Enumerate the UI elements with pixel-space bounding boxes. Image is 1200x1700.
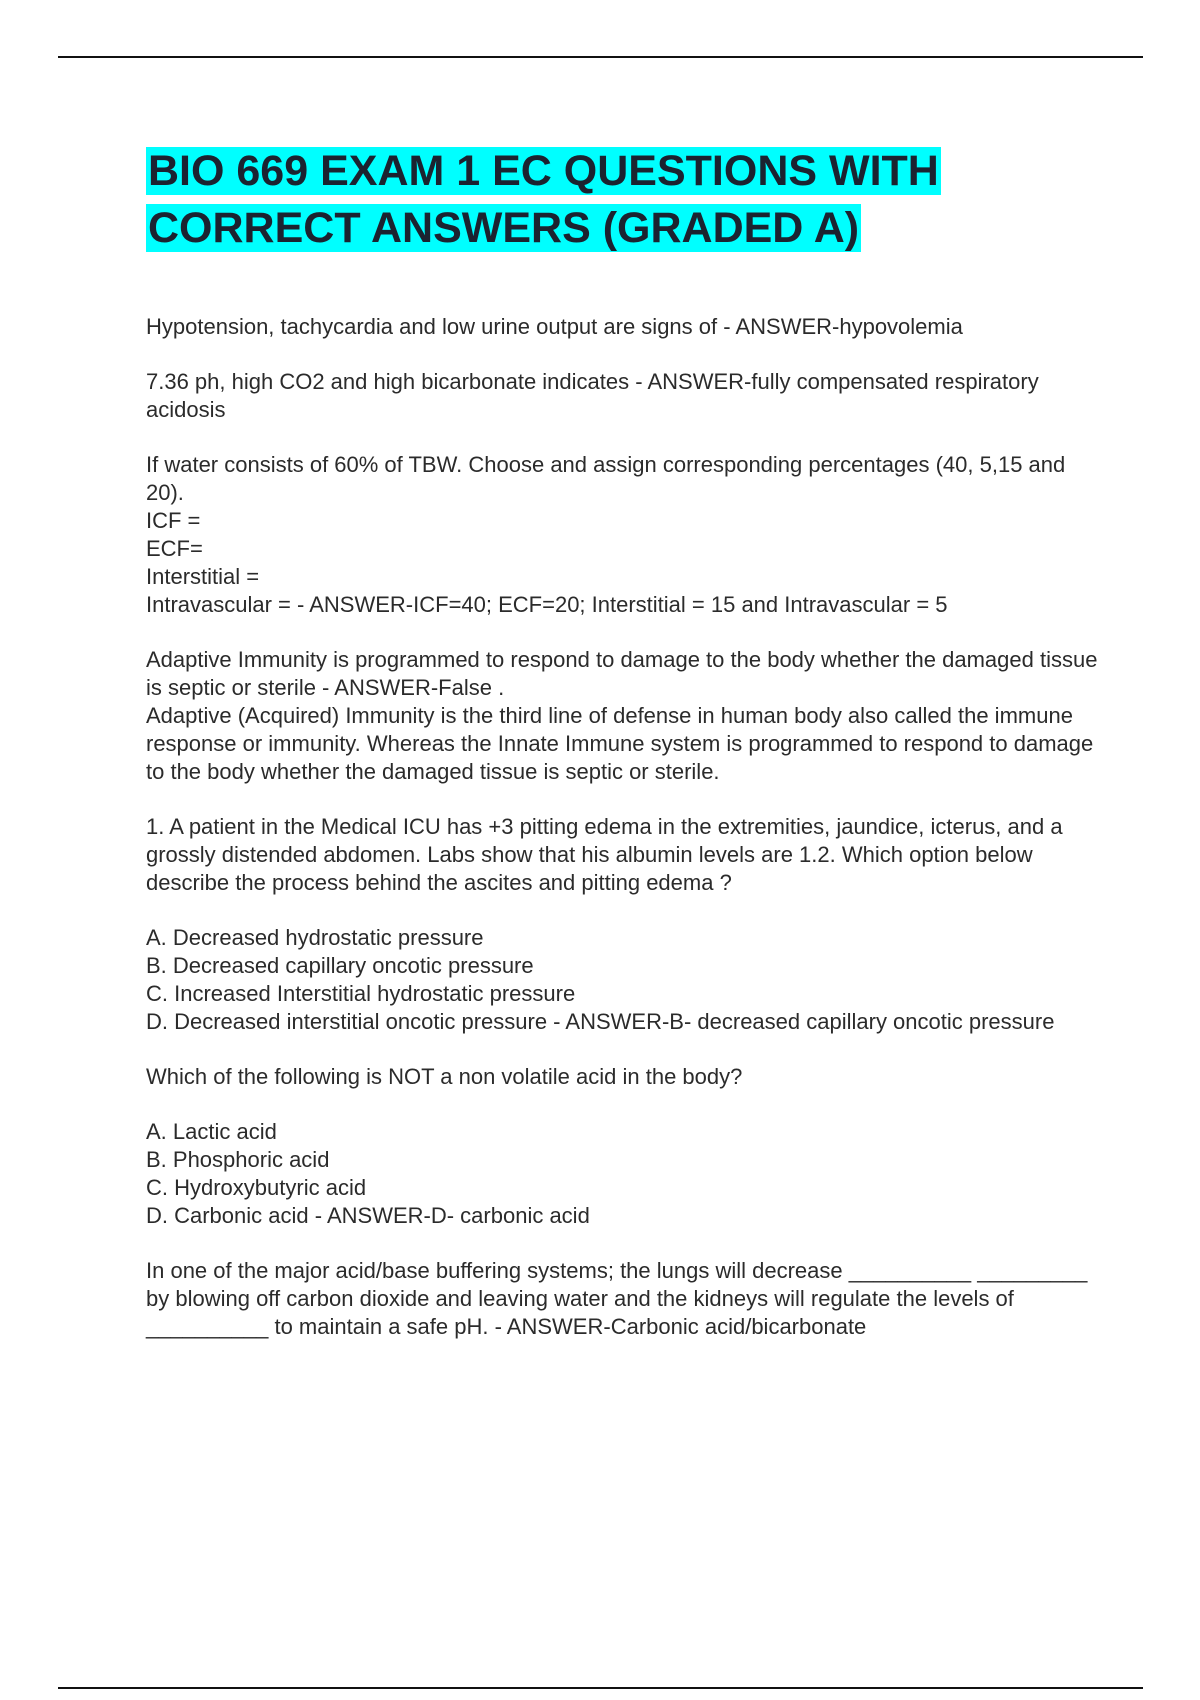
text-line: ECF= [146,536,203,561]
text-line: ICF = [146,508,201,533]
option-line: B. Phosphoric acid [146,1147,330,1172]
qa-block-5 [146,813,1106,897]
option-line: A. Lactic acid [146,1119,277,1144]
qa-block-4 [146,646,1106,786]
qa-block-6 [146,924,1106,1036]
option-line: B. Decreased capillary oncotic pressure [146,953,534,978]
qa-block-8 [146,1118,1106,1230]
text-line: Hypotension, tachycardia and low urine output are signs of - ANSWER-hypovolemia [146,314,963,339]
text-line: Intravascular = - ANSWER-ICF=40; ECF=20; Interstitial = 15 and Intravascular = 5 [146,592,948,617]
option-line: D. Carbonic acid - ANSWER-D- carbonic acid [146,1203,590,1228]
qa-block-9 [146,1257,1106,1341]
text-line: If water consists of 60% of TBW. Choose and assign corresponding percentages (40, 5,15 and 20). [146,452,1072,505]
text-line: Adaptive (Acquired) Immunity is the third line of defense in human body also called the immune response or immunity. Whereas the Innate Immune system is programmed to respond to damage to the body whether the damaged tissue is septic or sterile. [146,703,1100,784]
footer-rule [58,1687,1143,1689]
document-title [146,143,1106,257]
text-line: 1. A patient in the Medical ICU has +3 pitting edema in the extremities, jaundice, icterus, and a grossly distended abdomen. Labs show that his albumin levels are 1.2. Which option below describe the process behind the ascites and pitting edema ? [146,814,1069,895]
text-line: Adaptive Immunity is programmed to respond to damage to the body whether the damaged tissue is septic or sterile - ANSWER-False . [146,647,1104,700]
header-rule [58,56,1143,58]
qa-block-1 [146,313,1106,341]
text-line: 7.36 ph, high CO2 and high bicarbonate indicates - ANSWER-fully compensated respiratory acidosis [146,369,1045,422]
qa-block-3 [146,451,1106,619]
text-line: Which of the following is NOT a non volatile acid in the body? [146,1064,743,1089]
document-body [146,143,1106,1368]
option-line: C. Hydroxybutyric acid [146,1175,367,1200]
option-line: D. Decreased interstitial oncotic pressure - ANSWER-B- decreased capillary oncotic pressure [146,1009,1055,1034]
text-line: Interstitial = [146,564,260,589]
title-highlight: BIO 669 EXAM 1 EC QUESTIONS WITH CORRECT ANSWERS (GRADED A) [148,147,939,252]
option-line: C. Increased Interstitial hydrostatic pressure [146,981,576,1006]
text-line: In one of the major acid/base buffering systems; the lungs will decrease __________ _________ by blowing off carbon dioxide and leaving water and the kidneys will regulate the levels of __________ to maintain a safe pH. - ANSWER-Carbonic acid/bicarbonate [146,1258,1094,1339]
option-line: A. Decreased hydrostatic pressure [146,925,484,950]
qa-block-7 [146,1063,1106,1091]
qa-block-2 [146,368,1106,424]
